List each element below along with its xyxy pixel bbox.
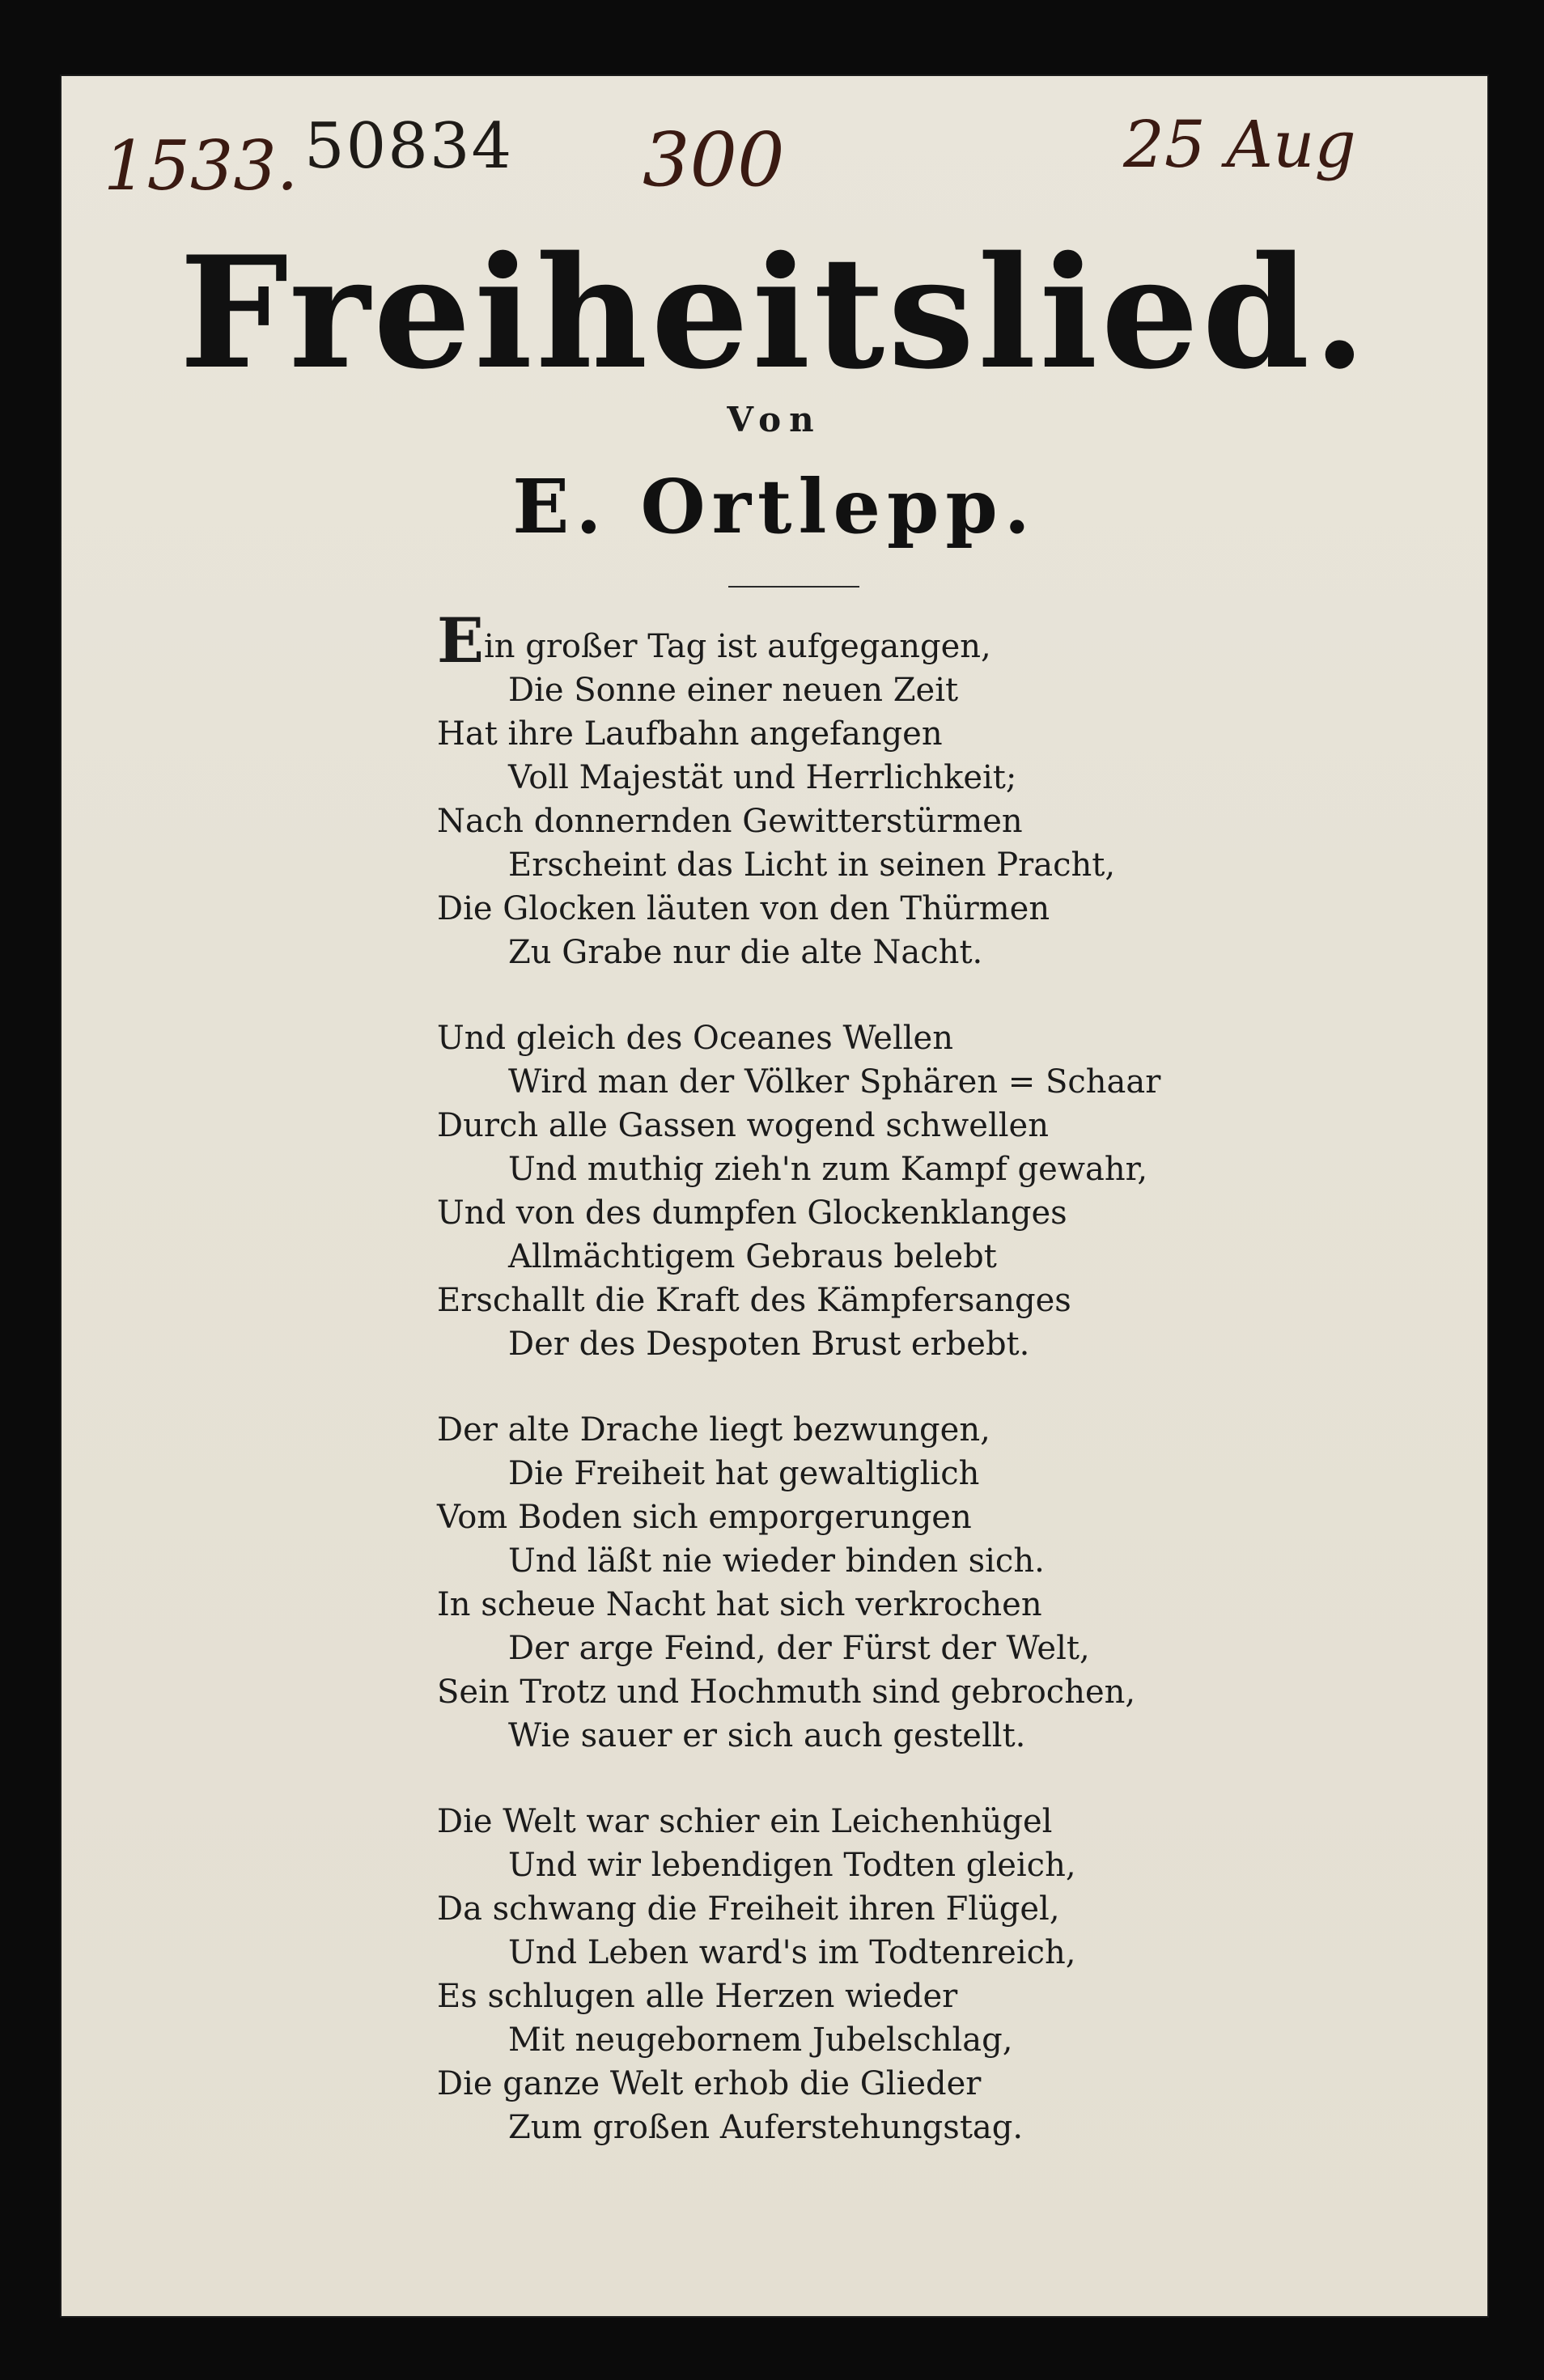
poem-line-text: Die Sonne einer neuen Zeit	[508, 672, 959, 709]
poem-line	[437, 712, 1408, 756]
author-name: E. Ortlepp.	[512, 463, 1037, 550]
drop-cap: E	[437, 605, 484, 677]
poem-line-text: Und muthig zieh'n zum Kampf gewahr,	[508, 1151, 1148, 1188]
poem-line-text: Allmächtigem Gebraus belebt	[508, 1238, 997, 1275]
poem-line-text: Und wir lebendigen Todten gleich,	[508, 1847, 1076, 1884]
poem-line-text: Mit neugebornem Jubelschlag,	[508, 2022, 1013, 2059]
poem-line-text: Erschallt die Kraft des Kämpfersanges	[437, 1282, 1071, 1319]
poem-line	[437, 1279, 1408, 1322]
handwritten-catalog-number: 1533.	[104, 126, 299, 206]
poem-line	[437, 1670, 1408, 1714]
poem-line-text: Die ganze Welt erhob die Glieder	[437, 2065, 982, 2102]
stanza	[437, 605, 1408, 974]
poem-line-text: Zum großen Auferstehungstag.	[508, 2109, 1024, 2146]
poem-line	[437, 1191, 1408, 1235]
handwritten-date-note: 25 Aug	[1123, 107, 1356, 182]
poem-line-text: Sein Trotz und Hochmuth sind gebrochen,	[437, 1674, 1136, 1711]
poem-line	[437, 1975, 1408, 2018]
poem-line	[437, 1016, 1408, 1060]
poem-line	[437, 605, 1408, 677]
title-divider	[728, 586, 859, 588]
poem-line-text: Der des Despoten Brust erbebt.	[508, 1326, 1030, 1363]
poem-line-text: Und von des dumpfen Glockenklanges	[437, 1194, 1067, 1232]
poem-line	[437, 1495, 1408, 1539]
poem-line	[437, 843, 1408, 887]
poem-line-text: Und Leben ward's im Todtenreich,	[508, 1934, 1076, 1971]
poem-line	[437, 2106, 1408, 2149]
handwritten-price-note: 300	[643, 117, 785, 203]
byline-prefix: Von	[727, 400, 822, 439]
stanza	[437, 1800, 1408, 2149]
poem-line	[437, 1322, 1408, 1366]
poem-line-text: Der alte Drache liegt bezwungen,	[437, 1411, 990, 1449]
poem-line-text: Nach donnernden Gewitterstürmen	[437, 803, 1023, 840]
poem-line	[437, 1148, 1408, 1191]
poem-line-text: Die Glocken läuten von den Thürmen	[437, 890, 1050, 927]
poem-line-text: Wird man der Völker Sphären = Schaar	[508, 1063, 1161, 1101]
poem-title: Freiheitslied.	[179, 223, 1370, 403]
poem-line-text: Voll Majestät und Herrlichkeit;	[508, 759, 1017, 796]
poem-line-text: Es schlugen alle Herzen wieder	[437, 1978, 958, 2015]
poem-line-text: Wie sauer er sich auch gestellt.	[508, 1717, 1026, 1754]
poem-line-text: Durch alle Gassen wogend schwellen	[437, 1107, 1049, 1144]
poem-line	[437, 1539, 1408, 1583]
poem-line	[437, 1800, 1408, 1843]
poem-line	[437, 1408, 1408, 1452]
poem-line	[437, 2018, 1408, 2062]
poem-line-text: in großer Tag ist aufgegangen,	[483, 628, 991, 665]
poem-line	[437, 668, 1408, 712]
poem-line-text: Die Welt war schier ein Leichenhügel	[437, 1803, 1053, 1840]
poem-line-text: Vom Boden sich emporgerungen	[437, 1499, 972, 1536]
poem-line	[437, 2062, 1408, 2106]
poem-line	[437, 756, 1408, 800]
poem-line	[437, 800, 1408, 843]
poem-line-text: Und gleich des Oceanes Wellen	[437, 1020, 953, 1057]
stanza	[437, 1408, 1408, 1758]
poem-line	[437, 887, 1408, 931]
poem-line	[437, 1931, 1408, 1975]
poem-line	[437, 1235, 1408, 1279]
poem-line-text: Da schwang die Freiheit ihren Flügel,	[437, 1890, 1060, 1928]
poem-body	[437, 605, 1408, 2191]
poem-line-text: Zu Grabe nur die alte Nacht.	[508, 934, 983, 971]
poem-line	[437, 1627, 1408, 1670]
poem-line-text: In scheue Nacht hat sich verkrochen	[437, 1586, 1042, 1623]
poem-line	[437, 1104, 1408, 1148]
stamped-inventory-number: 50834	[304, 110, 514, 183]
poem-line	[437, 1452, 1408, 1495]
poem-line	[437, 1887, 1408, 1931]
poem-line	[437, 1060, 1408, 1104]
poem-line	[437, 1843, 1408, 1887]
poem-line	[437, 931, 1408, 974]
document-page	[60, 74, 1489, 2318]
poem-line	[437, 1583, 1408, 1627]
poem-line-text: Und läßt nie wieder binden sich.	[508, 1542, 1045, 1580]
stanza	[437, 1016, 1408, 1366]
poem-line	[437, 1714, 1408, 1758]
poem-line-text: Erscheint das Licht in seinen Pracht,	[508, 846, 1116, 884]
poem-line-text: Die Freiheit hat gewaltiglich	[508, 1455, 980, 1492]
poem-line-text: Der arge Feind, der Fürst der Welt,	[508, 1630, 1090, 1667]
poem-line-text: Hat ihre Laufbahn angefangen	[437, 715, 943, 753]
